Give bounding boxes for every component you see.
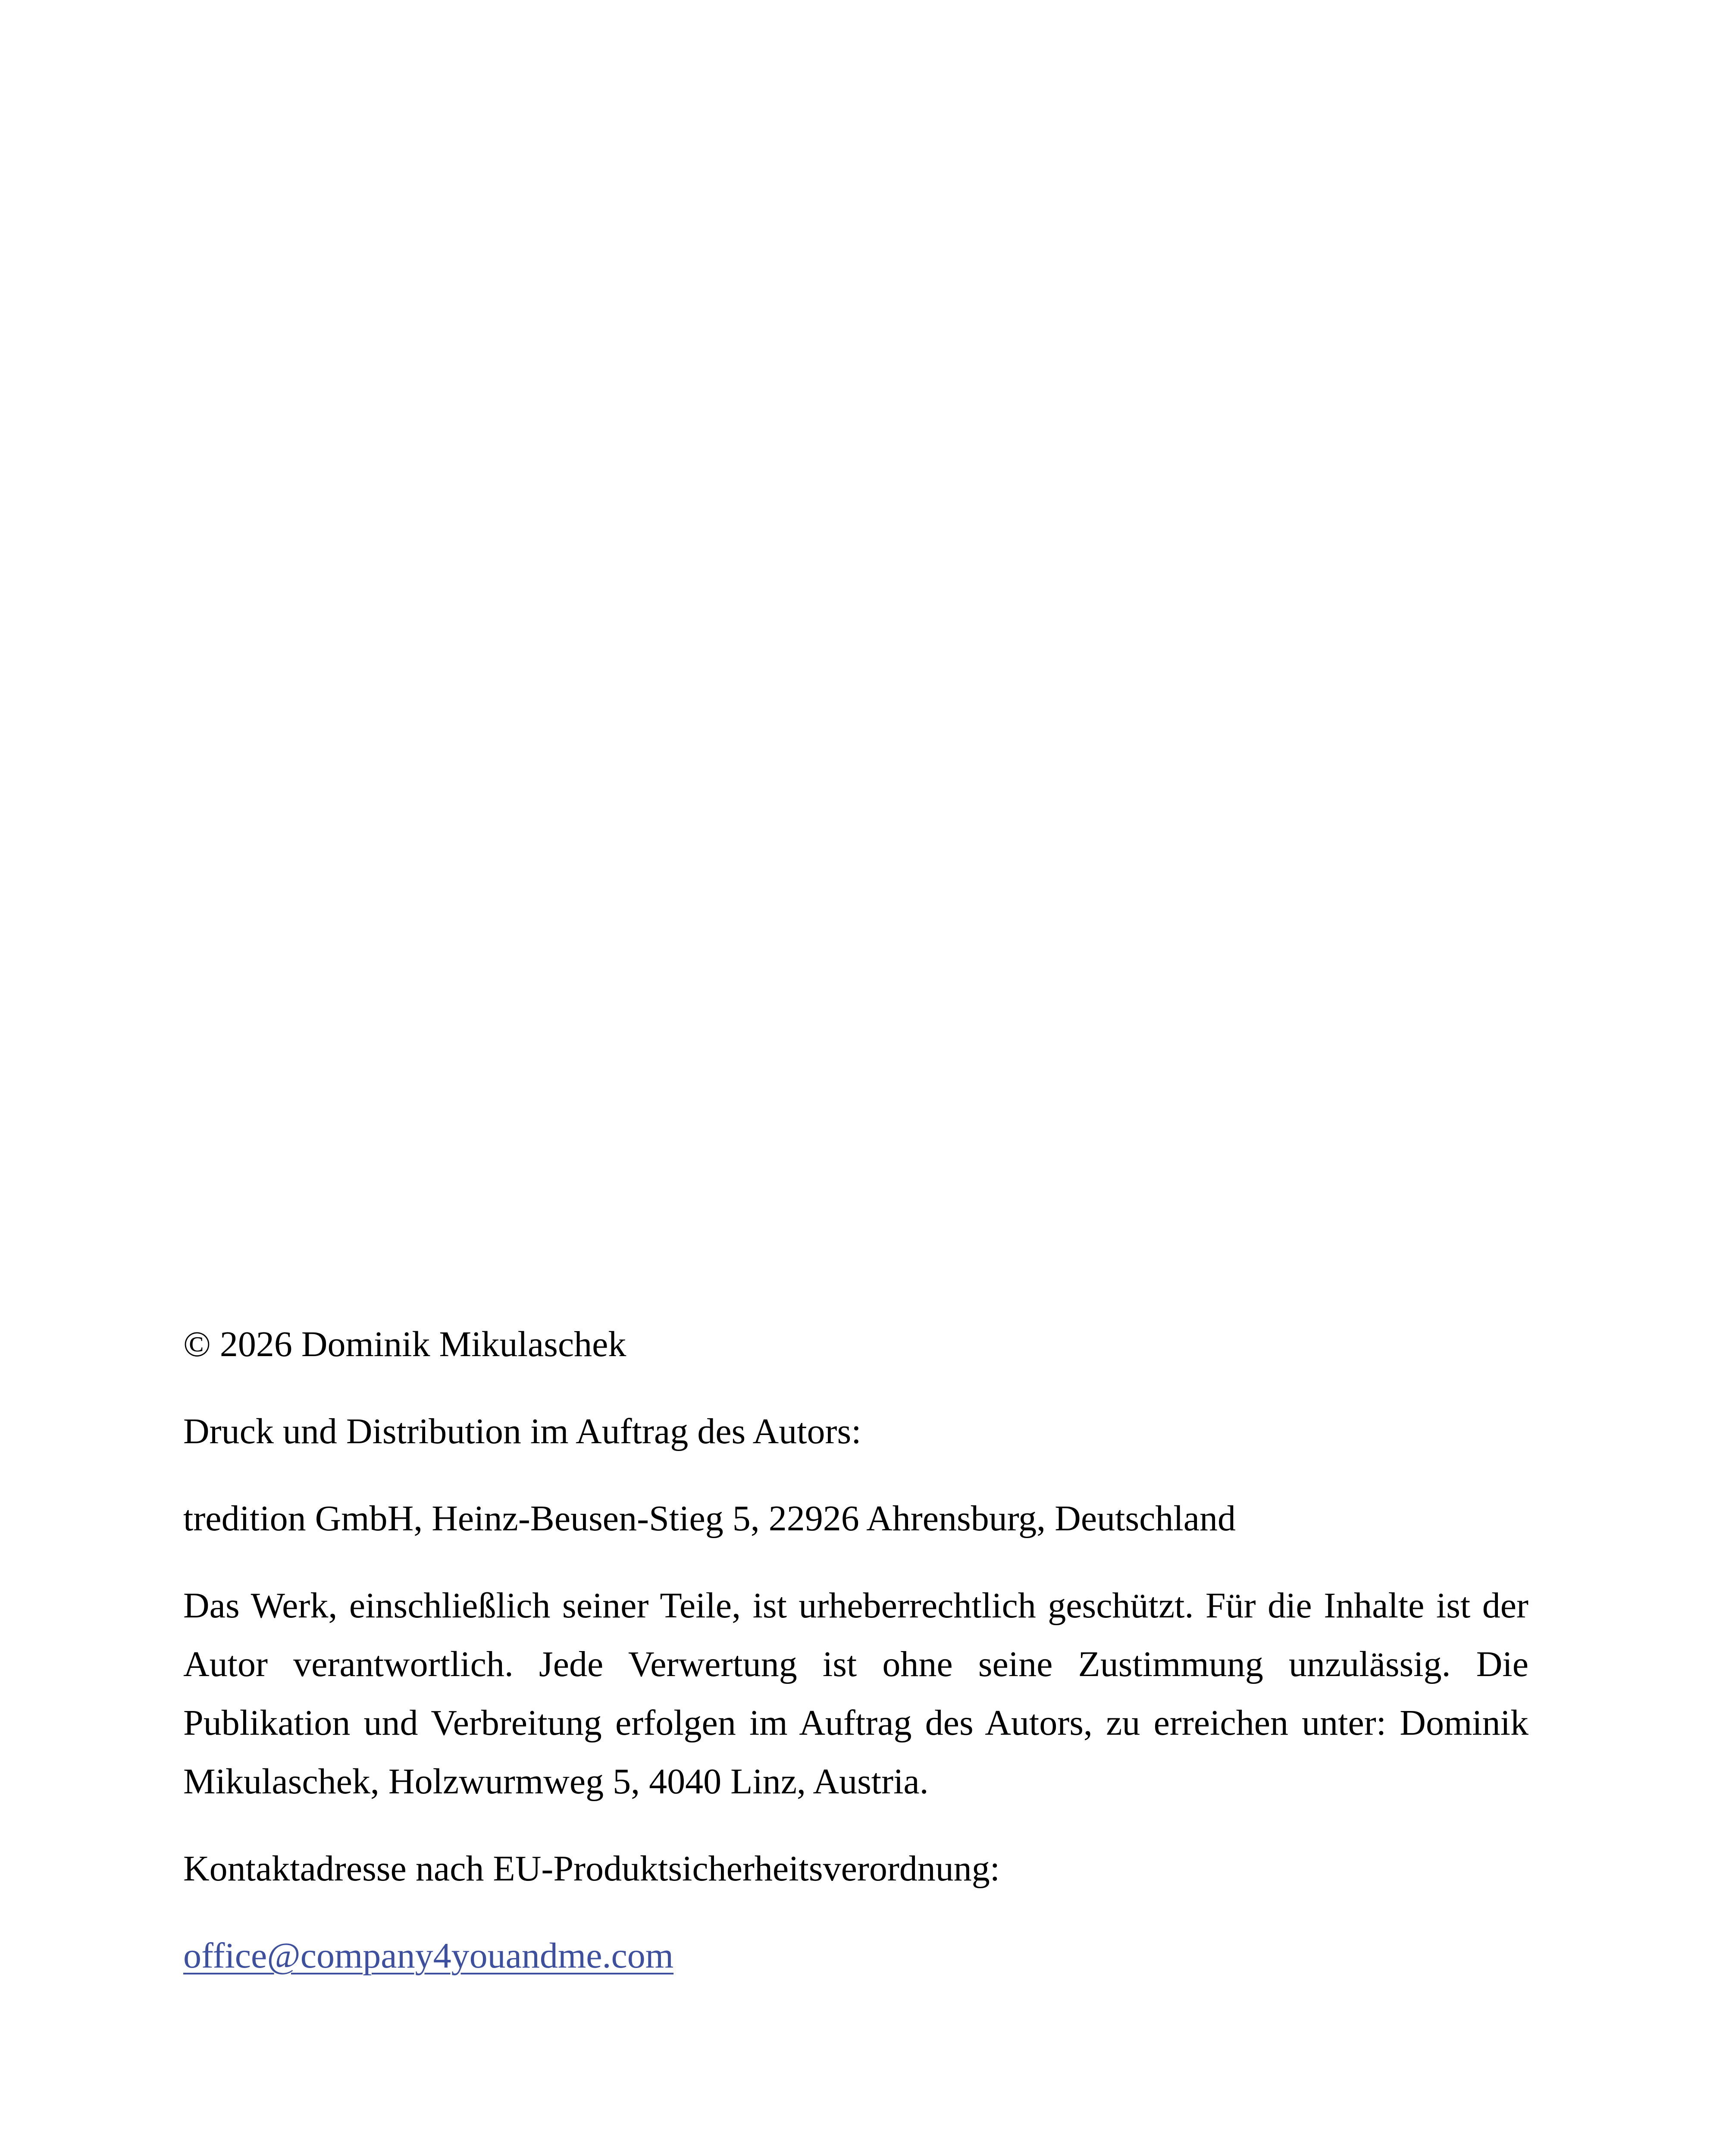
legal-notice: Das Werk, einschließlich seiner Teile, ist urheberrechtlich geschützt. Für die Inhalte ist der Autor verantwortlich. Jede Verwertung ist ohne seine Zustimmung unzulässig. Die Publikation und Verbreitung erfolgen im Auftrag des Autors, zu erreichen unter: Dominik Mikulaschek, Holzwurmweg 5, 4040 Linz, Austria. [183,1586,1528,1802]
publisher-address: tredition GmbH, Heinz-Beusen-Stieg 5, 22926 Ahrensburg, Deutschland [183,1498,1236,1539]
print-distribution-line: Druck und Distribution im Auftrag des Autors: [183,1411,861,1451]
copyright-line: © 2026 Dominik Mikulaschek [183,1324,626,1364]
imprint-section [183,1315,1528,2014]
contact-email-link[interactable]: office@company4youandme.com [183,1936,674,1976]
contact-email-line [183,1927,1528,1985]
contact-label: Kontaktadresse nach EU-Produktsicherheitsverordnung: [183,1849,1000,1889]
